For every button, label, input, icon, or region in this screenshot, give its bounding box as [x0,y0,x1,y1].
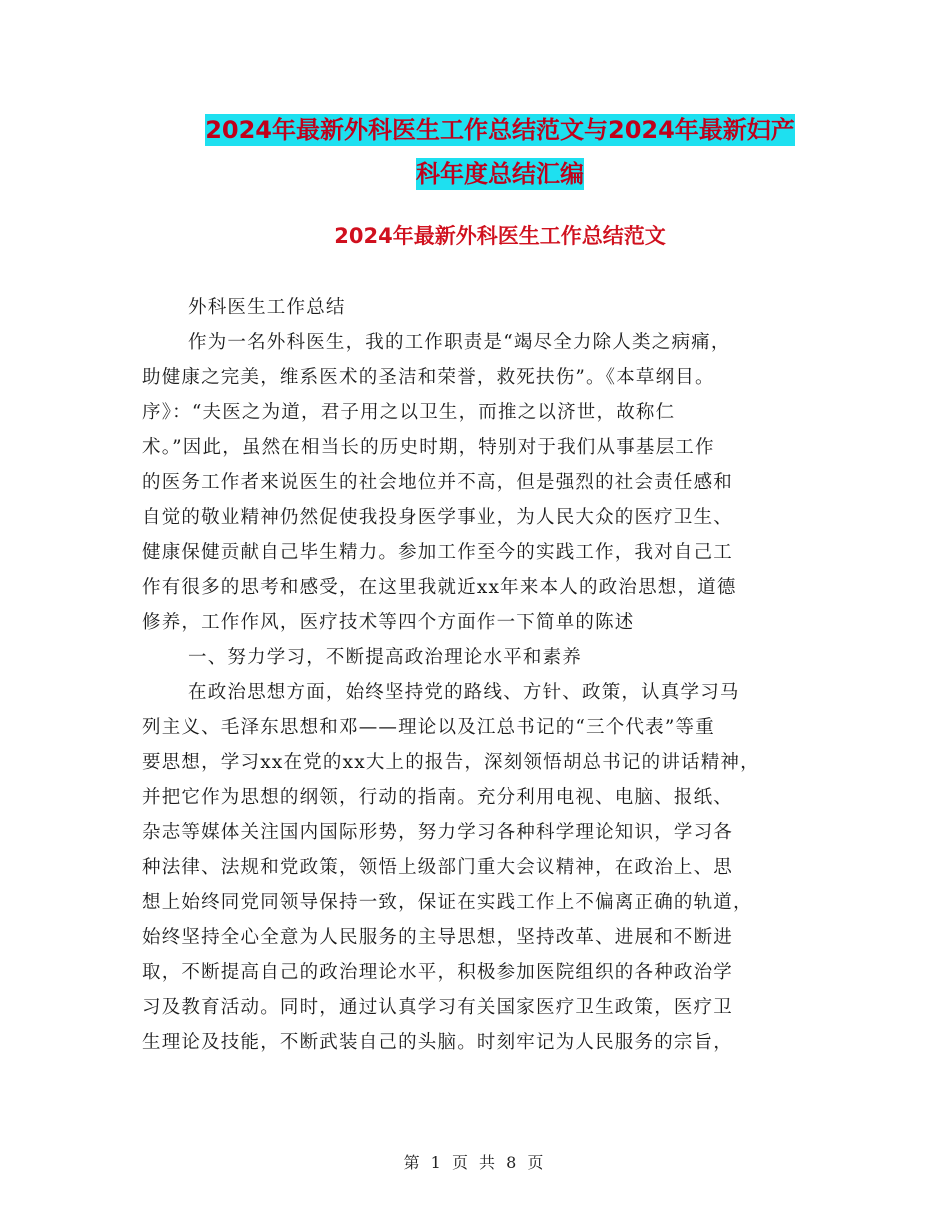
text-line: 修养，工作作风，医疗技术等四个方面作一下简单的陈述 [142,612,635,633]
text-line: 杂志等媒体关注国内国际形势，努力学习各种科学理论知识，学习各 [142,822,734,843]
section-title: 2024年最新外科医生工作总结范文 [334,224,666,248]
text-line: 健康保健贡献自己毕生精力。参加工作至今的实践工作，我对自己工 [142,542,734,563]
text-line: 列主义、毛泽东思想和邓——理论以及江总书记的“三个代表”等重 [142,717,715,738]
text-line: 的医务工作者来说医生的社会地位并不高，但是强烈的社会责任感和 [142,472,734,493]
text-line: 外科医生工作总结 [188,297,346,318]
text-line: 想上始终同党同领导保持一致，保证在实践工作上不偏离正确的轨道， [142,892,753,913]
text-line: 始终坚持全心全意为人民服务的主导思想，坚持改革、进展和不断进 [142,927,734,948]
text-line: 要思想，学习xx在党的xx大上的报告，深刻领悟胡总书记的讲话精神， [142,752,760,773]
text-line: 取，不断提高自己的政治理论水平，积极参加医院组织的各种政治学 [142,962,734,983]
page-number-footer: 第 1 页 共 8 页 [403,1153,547,1172]
text-line: 术。”因此，虽然在相当长的历史时期，特别对于我们从事基层工作 [142,437,715,458]
text-line: 作为一名外科医生，我的工作职责是“竭尽全力除人类之病痛， [188,332,731,353]
title-highlight-1: 2024年最新外科医生工作总结范文与2024年最新妇产 [205,116,795,144]
text-line: 生理论及技能，不断武装自己的头脑。时刻牢记为人民服务的宗旨， [142,1032,734,1053]
text-line: 习及教育活动。同时，通过认真学习有关国家医疗卫生政策，医疗卫 [142,997,734,1018]
document-title-line-1 [140,108,860,152]
document-title-line-2 [140,152,860,196]
text-line: 种法律、法规和党政策，领悟上级部门重大会议精神，在政治上、思 [142,857,734,878]
text-line: 自觉的敬业精神仍然促使我投身医学事业，为人民大众的医疗卫生、 [142,507,734,528]
text-line: 一、努力学习，不断提高政治理论水平和素养 [188,647,583,668]
body-text [142,290,832,1060]
title-highlight-2: 科年度总结汇编 [416,160,584,188]
text-line: 助健康之完美，维系医术的圣洁和荣誉，救死扶伤”。《本草纲目。 [142,367,715,388]
text-line: 作有很多的思考和感受，在这里我就近xx年来本人的政治思想，道德 [142,577,737,598]
text-line: 并把它作为思想的纲领，行动的指南。充分利用电视、电脑、报纸、 [142,787,734,808]
text-line: 序》：“夫医之为道，君子用之以卫生，而推之以济世，故称仁 [142,402,676,423]
text-line: 在政治思想方面，始终坚持党的路线、方针、政策，认真学习马 [188,682,740,703]
